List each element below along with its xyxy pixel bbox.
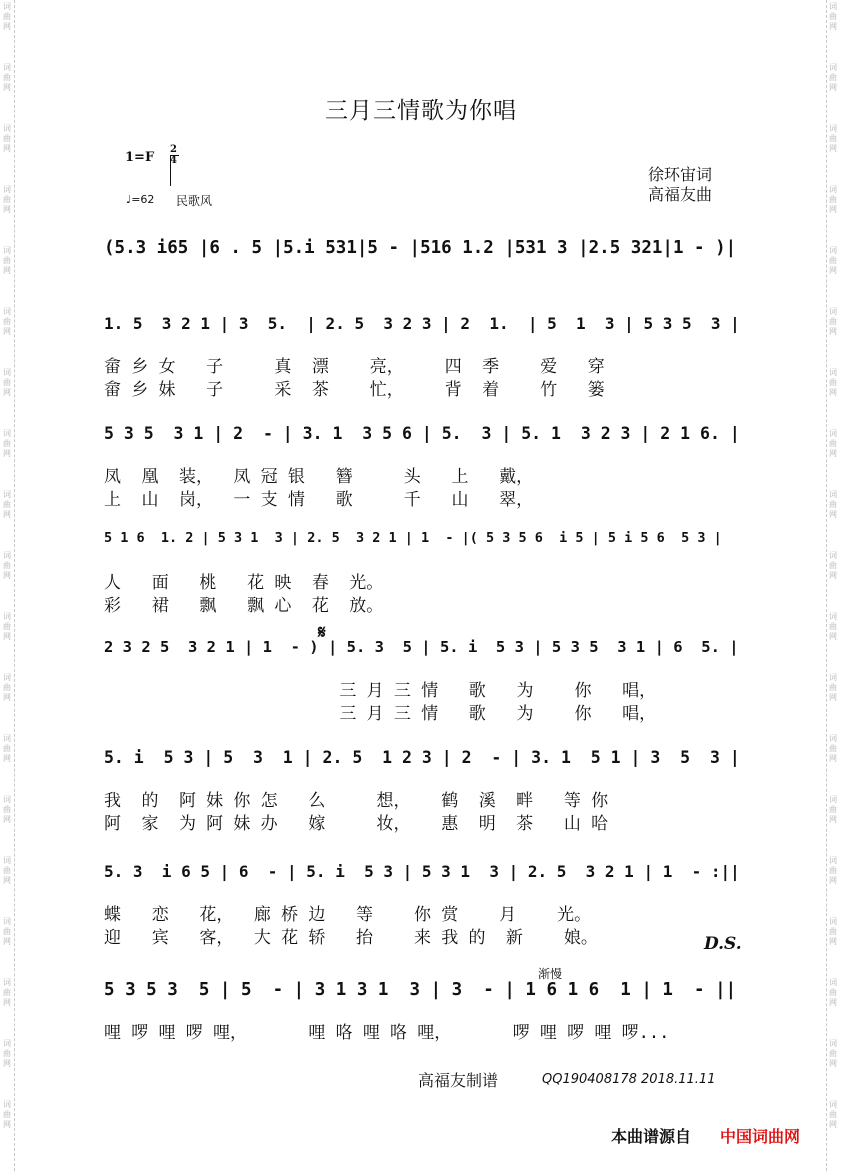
song-title: 三月三情歌为你唱	[325, 98, 517, 124]
watermark-text: 词 曲 网	[829, 185, 837, 214]
watermark-text: 词 曲 网	[829, 795, 837, 824]
watermark-text: 词 曲 网	[3, 246, 11, 275]
watermark-text: 词 曲 网	[3, 429, 11, 458]
watermark-text: 词 曲 网	[829, 551, 837, 580]
watermark-text: 词 曲 网	[829, 246, 837, 275]
watermark-text: 词 曲 网	[829, 307, 837, 336]
lyric-line: 迎 宾 客， 大 花 轿 抬 来 我 的 新 娘。	[104, 928, 598, 948]
watermark-text: 词 曲 网	[829, 1100, 837, 1129]
time-signature-top: 2	[170, 144, 177, 155]
notation-line: 5 3 5 3 5 | 5 - | 3 1 3 1 3 | 3 - | 1 6 1 6 1 | 1 - ||	[104, 980, 737, 1000]
lyric-line: 蝶 恋 花， 廊 桥 边 等 你 赏 月 光。	[104, 905, 592, 925]
watermark-text: 词 曲 网	[829, 978, 837, 1007]
left-margin-line	[14, 0, 15, 1171]
watermark-text: 词 曲 网	[3, 856, 11, 885]
time-signature-bottom: 4	[170, 155, 177, 166]
watermark-text: 词 曲 网	[3, 368, 11, 397]
notation-line: 2 3 2 5 3 2 1 | 1 - ) | 5. 3 5 | 5. i 5 3 | 5 3 5 3 1 | 6 5. |	[104, 638, 739, 656]
watermark-text: 词 曲 网	[829, 673, 837, 702]
watermark-text: 词 曲 网	[3, 551, 11, 580]
lyric-line: 阿 家 为 阿 妹 办 嫁 妆， 惠 明 茶 山 哈	[104, 814, 609, 834]
notation-line: 1. 5 3 2 1 | 3 5. | 2. 5 3 2 3 | 2 1. | 5 1 3 | 5 3 5 3 |	[104, 314, 740, 333]
watermark-text: 词 曲 网	[3, 673, 11, 702]
transcriber-signature: 高福友制谱	[418, 1071, 499, 1090]
lyric-line: 三 月 三 情 歌 为 你 唱，	[104, 681, 657, 701]
composer-credit: 高福友曲	[648, 185, 713, 204]
lyric-line: 畲 乡 女 子 真 漂 亮， 四 季 爱 穿	[104, 357, 605, 377]
notation-line: 5. i 5 3 | 5 3 1 | 2. 5 1 2 3 | 2 - | 3. 1 5 1 | 3 5 3 |	[104, 748, 740, 767]
watermark-text: 词 曲 网	[3, 63, 11, 92]
style-marking: 民歌风	[176, 194, 213, 208]
right-watermark-strip	[826, 0, 840, 1171]
lyric-line: 我 的 阿 妹 你 怎 么 想， 鹤 溪 畔 等 你	[104, 791, 609, 811]
watermark-text: 词 曲 网	[829, 368, 837, 397]
watermark-text: 词 曲 网	[3, 978, 11, 1007]
watermark-text: 词 曲 网	[829, 124, 837, 153]
lyric-line: 人 面 桃 花 映 春 光。	[104, 573, 384, 593]
watermark-text: 词 曲 网	[3, 795, 11, 824]
watermark-text: 词 曲 网	[3, 185, 11, 214]
tempo-marking: ♩=62	[126, 193, 155, 206]
watermark-text: 词 曲 网	[829, 2, 837, 31]
watermark-text: 词 曲 网	[3, 1039, 11, 1068]
lyric-line: 畲 乡 妹 子 采 茶 忙， 背 着 竹 篓	[104, 380, 605, 400]
watermark-text: 词 曲 网	[829, 612, 837, 641]
notation-line: 5. 3 i 6 5 | 6 - | 5. i 5 3 | 5 3 1 3 | 2. 5 3 2 1 | 1 - :||	[104, 862, 740, 881]
watermark-text: 词 曲 网	[3, 307, 11, 336]
watermark-text: 词 曲 网	[829, 1039, 837, 1068]
lyric-line: 哩 啰 哩 啰 哩， 哩 咯 哩 咯 哩， 啰 哩 啰 哩 啰...	[104, 1023, 670, 1043]
source-label: 本曲谱源自	[611, 1127, 692, 1146]
watermark-text: 词 曲 网	[829, 490, 837, 519]
watermark-text: 词 曲 网	[3, 1100, 11, 1129]
watermark-text: 词 曲 网	[829, 734, 837, 763]
segno-sign: 𝄋	[318, 622, 326, 643]
source-site: 中国词曲网	[720, 1127, 801, 1146]
notation-line: 5 3 5 3 1 | 2 - | 3. 1 3 5 6 | 5. 3 | 5. 1 3 2 3 | 2 1 6. |	[104, 424, 740, 443]
watermark-text: 词 曲 网	[3, 2, 11, 31]
lyric-line: 三 月 三 情 歌 为 你 唱，	[104, 704, 657, 724]
lyric-line: 凤 凰 装， 凤 冠 银 簪 头 上 戴，	[104, 467, 534, 487]
watermark-text: 词 曲 网	[3, 734, 11, 763]
watermark-text: 词 曲 网	[3, 124, 11, 153]
lyric-line: 上 山 岗， 一 支 情 歌 千 山 翠，	[104, 490, 534, 510]
qq-and-date: QQ190408178 2018.11.11	[542, 1072, 716, 1087]
watermark-text: 词 曲 网	[3, 612, 11, 641]
notation-line: 5 1 6 1. 2 | 5 3 1 3 | 2. 5 3 2 1 | 1 - |( 5 3 5 6 i 5 | 5 i 5 6 5 3 |	[104, 530, 722, 546]
watermark-text: 词 曲 网	[3, 917, 11, 946]
watermark-text: 词 曲 网	[829, 856, 837, 885]
ritardando-marking: 渐慢	[538, 967, 563, 981]
watermark-text: 词 曲 网	[3, 490, 11, 519]
watermark-text: 词 曲 网	[829, 63, 837, 92]
lyricist-credit: 徐环宙词	[648, 165, 713, 184]
time-signature	[170, 144, 177, 166]
watermark-text: 词 曲 网	[829, 917, 837, 946]
left-watermark-strip	[0, 0, 14, 1171]
key-signature: 1=F	[125, 150, 155, 165]
watermark-text: 词 曲 网	[829, 429, 837, 458]
ds-marking: D.S.	[704, 934, 742, 954]
lyric-line: 彩 裙 飘 飘 心 花 放。	[104, 596, 384, 616]
notation-line: (5.3 i65 |6 . 5 |5.i 531|5 - |516 1.2 |531 3 |2.5 321|1 - )|	[104, 238, 737, 258]
